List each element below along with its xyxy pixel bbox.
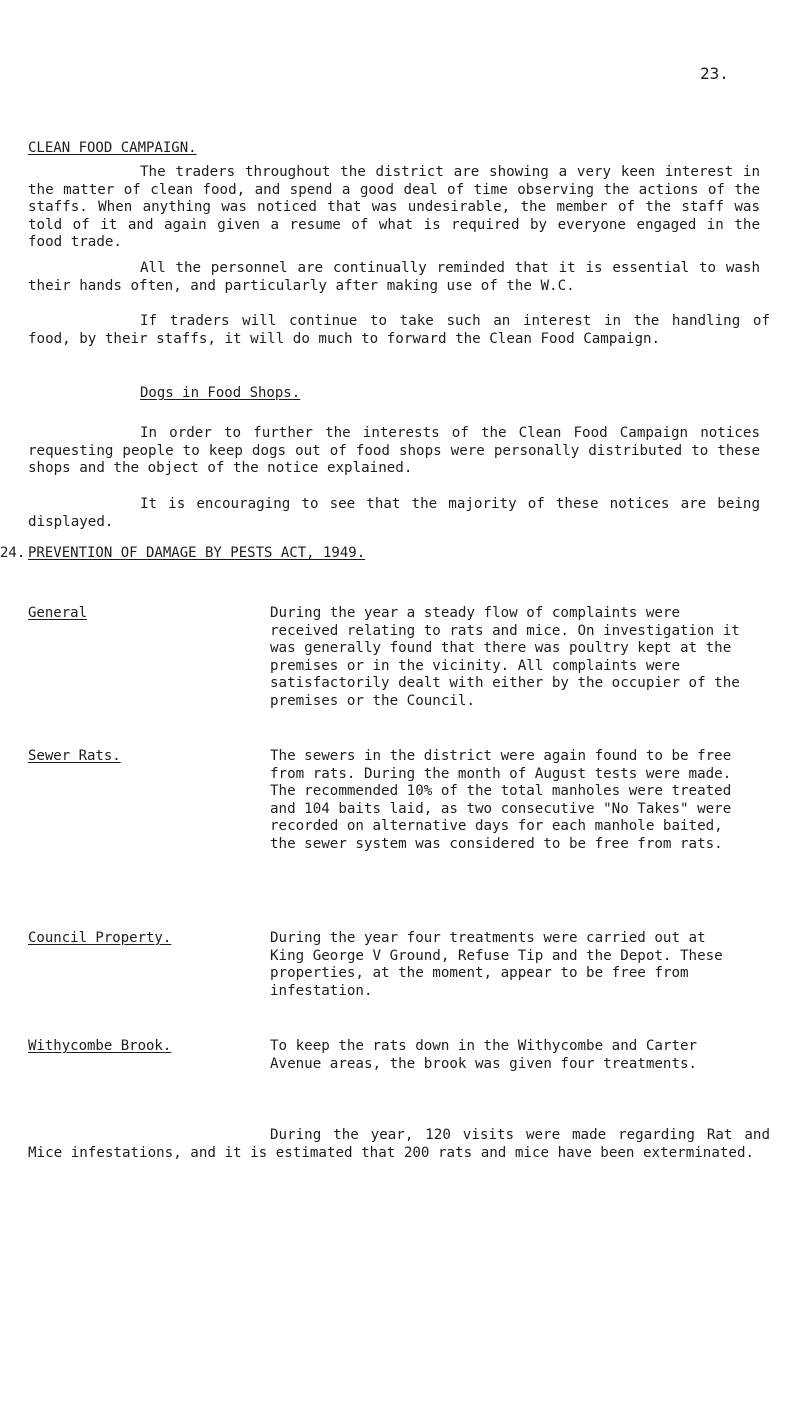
dogs-paragraph-1: In order to further the interests of the Clean Food Campaign notices requesting people to keep dogs out of food shops were personally distributed to these shops and the object of the notice explained. — [28, 425, 760, 477]
section-number: 24. — [0, 545, 26, 561]
clean-food-paragraph-1: The traders throughout the district are showing a very keen interest in the matter of clean food, and spend a good deal of time observing the actions of the staffs. When anything was noticed that was undesirable, the member of the staff was told of it and again given a resume of what is required by everyone engaged in the food trade. — [28, 164, 760, 251]
clean-food-paragraph-3: If traders will continue to take such an interest in the handling of food, by their staffs, it will do much to forward the Clean Food Campaign. — [28, 313, 770, 347]
subsection-text-sewer-rats: The sewers in the district were again found to be free from rats. During the month of August tests were made. The recommended 10% of the total manholes were treated and 104 baits laid, as two consecutive "No Takes" were recorded on alternative days for each manhole baited, the sewer system was considered to be free from rats. — [270, 748, 732, 852]
subsection-label-general: General — [28, 605, 88, 621]
subsection-text-general: During the year a steady flow of complaints were received relating to rats and mice. On investigation it was generally found that there was poultry kept at the premises or in the vicinity. All complaints were satisfactorily dealt with either by the occupier of the premises or the Council. — [270, 605, 740, 709]
subsection-text-council-property: During the year four treatments were carried out at King George V Ground, Refuse Tip and the Depot. These properties, at the moment, appear to be free from infestation. — [270, 930, 723, 999]
page-number: 23. — [700, 64, 729, 83]
closing-paragraph: During the year, 120 visits were made regarding Rat and Mice infestations, and it is estimated that 200 rats and mice have been exterminated. — [28, 1127, 770, 1161]
clean-food-paragraph-2: All the personnel are continually reminded that it is essential to wash their hands often, and particularly after making use of the W.C. — [28, 260, 760, 294]
dogs-heading: Dogs in Food Shops. — [140, 385, 301, 401]
subsection-text-withycombe-brook: To keep the rats down in the Withycombe and Carter Avenue areas, the brook was given four treatments. — [270, 1038, 698, 1072]
subsection-label-sewer-rats: Sewer Rats. — [28, 748, 121, 764]
dogs-paragraph-2: It is encouraging to see that the majority of these notices are being displayed. — [28, 496, 760, 530]
clean-food-heading: CLEAN FOOD CAMPAIGN. — [28, 140, 197, 156]
subsection-label-withycombe-brook: Withycombe Brook. — [28, 1038, 172, 1054]
subsection-label-council-property: Council Property. — [28, 930, 172, 946]
pests-heading: PREVENTION OF DAMAGE BY PESTS ACT, 1949. — [28, 545, 366, 561]
